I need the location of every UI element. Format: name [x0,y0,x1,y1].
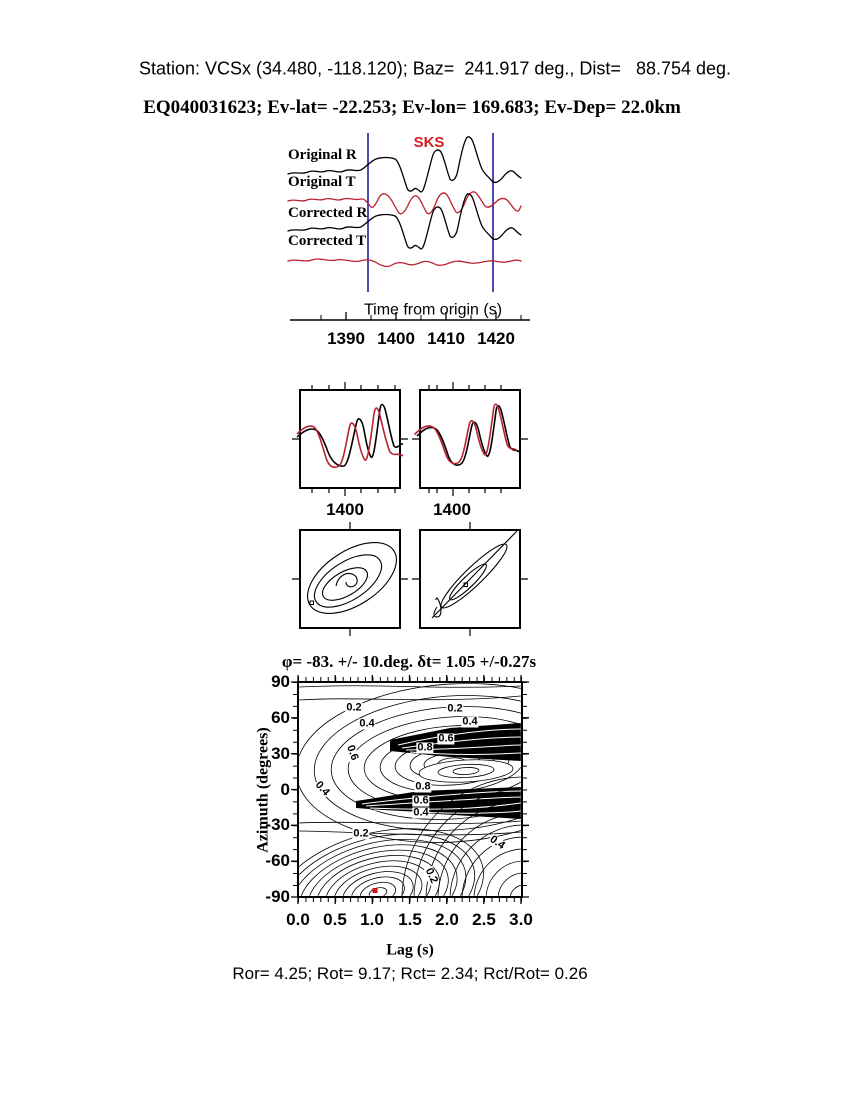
particle-after [432,531,517,618]
particle-before [295,528,408,628]
contour-level-label: 0.6 [438,732,454,745]
az-tick-m60: -60 [265,851,290,871]
contour-level-label: 0.4 [413,806,429,819]
az-tick-m90: -90 [265,887,290,907]
trace-corrected-t [288,259,521,266]
trace-label-corrected-t: Corrected T [288,233,367,250]
contour-level-label: 0.4 [312,778,332,799]
phase-label: SKS [413,134,445,152]
contour-level-label: 0.8 [415,780,431,793]
az-tick-0: 0 [280,779,290,799]
contour-level-label: 0.4 [487,833,507,852]
lag-tick-0: 0.0 [286,910,310,930]
overlay-right-black [417,406,519,466]
contour-level-label: 0.2 [346,701,362,714]
time-tick-1410: 1410 [427,329,465,349]
time-axis-title: Time from origin (s) [363,301,503,319]
contour-level-label: 0.2 [422,866,441,886]
contour-level-label: 0.8 [417,741,433,754]
event-title: EQ040031623; Ev-lat= -22.253; Ev-lon= 169.683; Ev-Dep= 22.0km [143,97,681,119]
lag-tick-15: 1.5 [398,910,422,930]
contour-level-label: 0.4 [462,715,478,728]
az-tick-m30: -30 [265,815,290,835]
contour-ylabel: Azimuth (degrees) [254,727,272,853]
az-tick-60: 60 [271,707,290,727]
overlay-panels [292,382,528,496]
contour-level-label: 0.4 [359,717,375,730]
contour-lens [418,758,513,785]
time-tick-1400: 1400 [377,329,415,349]
best-solution-marker [373,888,378,893]
results-line: Ror= 4.25; Rot= 9.17; Rct= 2.34; Rct/Rot= 0.26 [232,964,588,984]
contour-title: φ= -83. +/- 10.deg. δt= 1.05 +/-0.27s [281,652,537,672]
contour-level-label: 0.2 [447,702,463,715]
contour-level-label: 0.6 [413,794,429,807]
lag-tick-30: 3.0 [509,910,533,930]
overlay-left-black [297,405,403,467]
time-tick-1390: 1390 [327,329,365,349]
overlay-right-tick-label: 1400 [433,500,471,520]
time-tick-1420: 1420 [477,329,515,349]
lag-tick-20: 2.0 [435,910,459,930]
particle-motion-panels [292,522,528,636]
station-title: Station: VCSx (34.480, -118.120); Baz= 241.917 deg., Dist= 88.754 deg. [138,58,732,79]
az-tick-90: 90 [271,672,290,692]
trace-label-original-t: Original T [288,174,356,191]
lag-tick-25: 2.5 [472,910,496,930]
contour-xlabel: Lag (s) [386,941,434,959]
overlay-left-tick-label: 1400 [326,500,364,520]
az-tick-30: 30 [271,743,290,763]
trace-label-original-r: Original R [288,147,357,164]
contour-level-label: 0.2 [353,827,369,840]
lag-tick-05: 0.5 [323,910,347,930]
lag-tick-10: 1.0 [360,910,384,930]
trace-label-corrected-r: Corrected R [288,205,368,222]
contour-level-label: 0.6 [344,743,361,763]
